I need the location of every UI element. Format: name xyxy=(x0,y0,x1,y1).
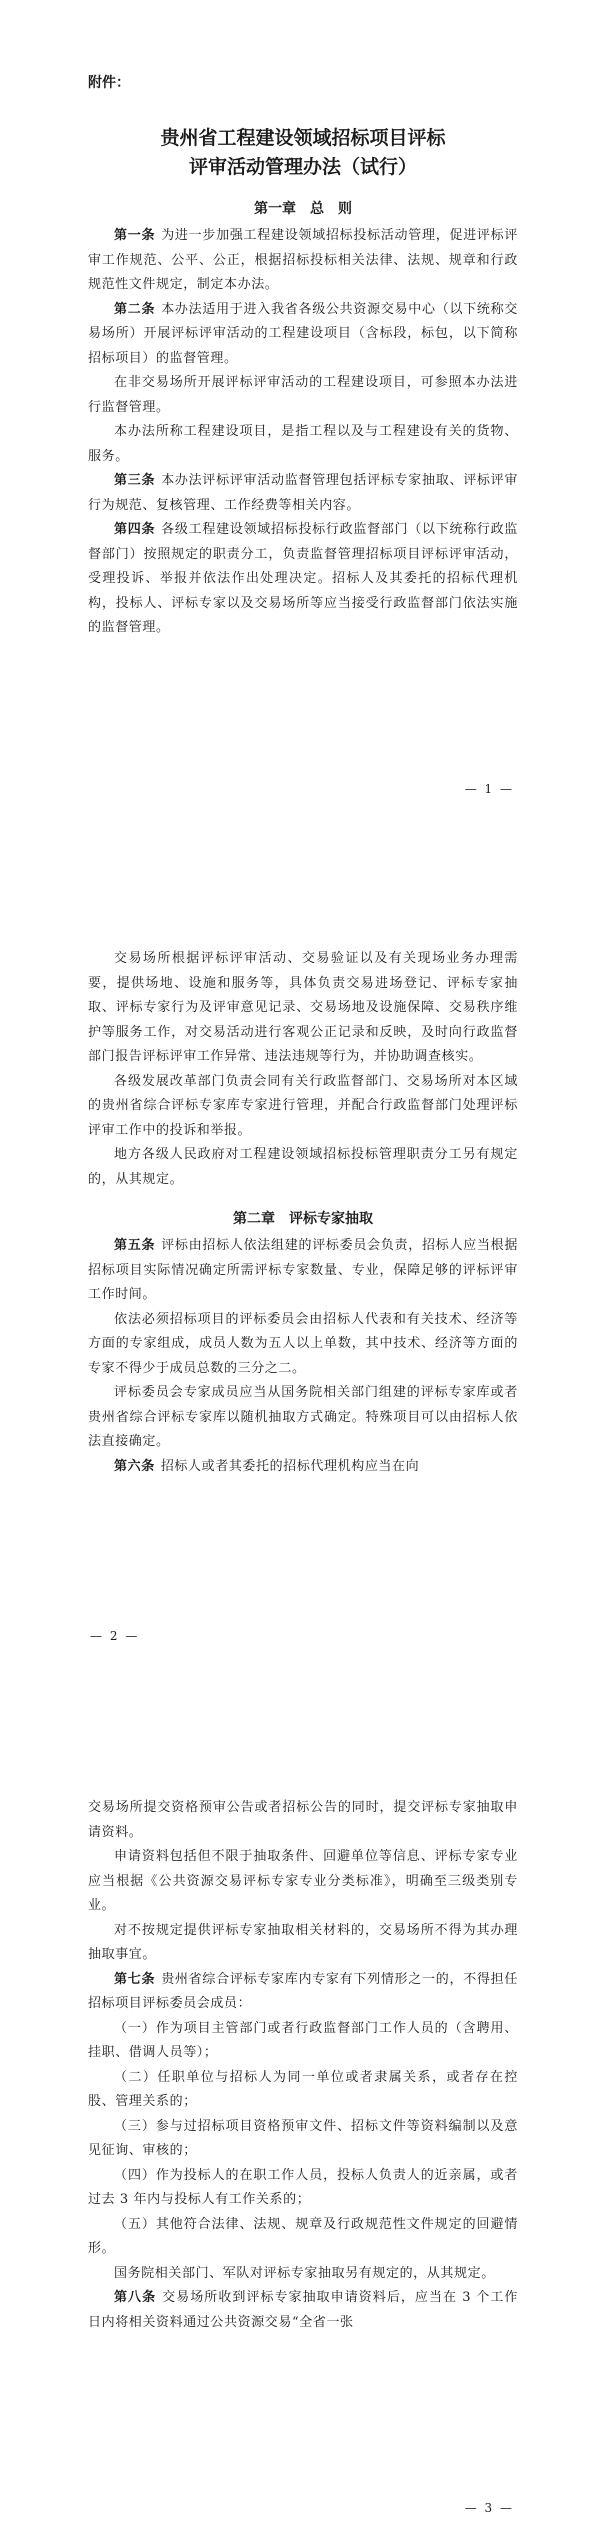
article-text: 本办法适用于进入我省各级公共资源交易中心（以下统称交易场所）开展评标评审活动的工程建设项目（含标段，标包，以下简称招标项目）的监督管理。 xyxy=(88,301,518,366)
article-4 xyxy=(88,518,518,641)
article-text: 为进一步加强工程建设领域招标投标活动管理，促进评标评审工作规范、公平、公正，根据招标投标相关法律、法规、规章和行政规范性文件规定，制定本办法。 xyxy=(88,228,518,292)
paragraph xyxy=(88,1143,518,1192)
chapter-heading-1: 第一章 总 则 xyxy=(254,201,352,217)
paragraph-text: 对不按规定提供评标专家抽取相关材料的，交易场所不得为其办理抽取事宜。 xyxy=(88,1922,518,1962)
article-lead: 第五条 xyxy=(114,1238,156,1253)
list-item xyxy=(88,2066,518,2115)
article-text: 交易场所收到评标专家抽取申请资料后，应当在 3 个工作日内将相关资料通过公共资源交易“全省一张 xyxy=(88,2290,518,2330)
page-number: — 1 — xyxy=(464,782,514,796)
paragraph xyxy=(88,1796,518,1845)
article-lead: 第七条 xyxy=(114,1971,156,1987)
title-line-2: 评审活动管理办法（试行） xyxy=(188,156,417,178)
list-item-text: （三）参与过招标项目资格预审文件、招标文件等资料编制以及意见征询、审核的； xyxy=(88,2118,518,2158)
paragraph-text: 申请资料包括但不限于抽取条件、回避单位等信息、评标专家专业应当根据《公共资源交易评标专家专业分类标准》，明确至三级类别专业。 xyxy=(88,1849,518,1913)
article-text: 各级工程建设领域招标投标行政监督部门（以下统称行政监督部门）按照规定的职责分工，负责监督管理招标项目评标评审活动，受理投诉、举报并依法作出处理决定。招标人及其委托的招标代理机构，投标人、评标专家以及交易场所等应当接受行政监督部门依法实施的监督管理。 xyxy=(88,522,518,635)
article-3 xyxy=(88,469,518,518)
article-1 xyxy=(88,224,518,298)
list-item xyxy=(88,2213,518,2262)
list-item xyxy=(88,2017,518,2066)
paragraph-text: 依法必须招标项目的评标委员会由招标人代表和有关技术、经济等方面的专家组成，成员人数为五人以上单数，其中技术、经济等方面的专家不得少于成员总数的三分之二。 xyxy=(88,1311,518,1376)
paragraph-text: 评标委员会专家成员应当从国务院相关部门组建的评标专家库或者贵州省综合评标专家库以随机抽取方式确定。特殊项目可以由招标人依法直接确定。 xyxy=(88,1385,518,1449)
article-text: 评标由招标人依法组建的评标委员会负责，招标人应当根据招标项目实际情况确定所需评标专家数量、专业，保障足够的评标评审工作时间。 xyxy=(88,1238,518,1302)
page-1 xyxy=(0,0,600,849)
list-item-text: （一）作为项目主管部门或者行政监督部门工作人员的（含聘用、挂职、借调人员等）； xyxy=(88,2020,518,2060)
paragraph-text: 交易场所提交资格预审公告或者招标公告的同时，提交评标专家抽取申请资料。 xyxy=(88,1800,518,1840)
article-6 xyxy=(88,1455,518,1480)
paragraph xyxy=(88,1070,518,1144)
paragraph-text: 交易场所根据评标评审活动、交易验证以及有关现场业务办理需要，提供场地、设施和服务等，具体负责交易进场登记、评标专家抽取、评标专家行为及评审意见记录、交易场地及设施保障、交易秩序维护等服务工作，对交易活动进行客观公正记录和反映，及时向行政监督部门报告评标评审工作异常、违法违规等行为，并协助调查核实。 xyxy=(88,951,518,1064)
paragraph xyxy=(88,947,518,1070)
paragraph xyxy=(88,1308,518,1382)
chapter-heading-2: 第二章 评标专家抽取 xyxy=(233,1211,373,1227)
paragraph-text: 本办法所称工程建设项目，是指工程以及与工程建设有关的货物、服务。 xyxy=(88,424,518,464)
article-text: 招标人或者其委托的招标代理机构应当在向 xyxy=(160,1458,420,1474)
page-1-content xyxy=(88,70,518,641)
article-lead: 第三条 xyxy=(114,473,156,488)
page-number: — 3 — xyxy=(464,2501,514,2515)
page-2 xyxy=(0,849,600,1698)
article-text: 贵州省综合评标专家库内专家有下列情形之一的，不得担任招标项目评标委员会成员： xyxy=(88,1971,518,2011)
article-8 xyxy=(88,2286,518,2335)
paragraph xyxy=(88,1845,518,1919)
article-7 xyxy=(88,1968,518,2017)
list-item-text: （五）其他符合法律、法规、规章及行政规范性文件规定的回避情形。 xyxy=(88,2216,518,2256)
article-5 xyxy=(88,1234,518,1308)
list-item-text: （二）任职单位与招标人为同一单位或者隶属关系，或者存在控股、管理关系的； xyxy=(88,2069,518,2109)
article-lead: 第一条 xyxy=(114,228,156,243)
page-3-content xyxy=(88,1796,518,2335)
paragraph xyxy=(88,1919,518,1968)
article-text: 本办法评标评审活动监督管理包括评标专家抽取、评标评审行为规范、复核管理、工作经费等相关内容。 xyxy=(88,473,518,513)
article-lead: 第八条 xyxy=(114,2290,157,2305)
page-3 xyxy=(0,1698,600,2546)
article-lead: 第四条 xyxy=(114,522,156,537)
list-item xyxy=(88,2115,518,2164)
article-lead: 第二条 xyxy=(114,301,156,317)
title-line-1: 贵州省工程建设领域招标项目评标 xyxy=(160,127,446,149)
document-title xyxy=(88,124,518,182)
paragraph xyxy=(88,420,518,469)
paragraph-text: 各级发展改革部门负责会同有关行政监督部门、交易场所对本区域的贵州省综合评标专家库专家进行管理，并配合行政监督部门处理评标评审工作中的投诉和举报。 xyxy=(88,1073,518,1138)
article-lead: 第六条 xyxy=(114,1458,155,1474)
article-2 xyxy=(88,298,518,372)
attachment-label: 附件： xyxy=(88,75,130,91)
page-number: — 2 — xyxy=(90,1629,140,1643)
paragraph xyxy=(88,2262,518,2287)
paragraph-text: 在非交易场所开展评标评审活动的工程建设项目，可参照本办法进行监督管理。 xyxy=(88,375,518,415)
paragraph xyxy=(88,371,518,420)
list-item xyxy=(88,2164,518,2213)
page-2-content xyxy=(88,947,518,1479)
paragraph-text: 国务院相关部门、军队对评标专家抽取另有规定的，从其规定。 xyxy=(114,2265,495,2281)
paragraph-text: 地方各级人民政府对工程建设领域招标投标管理职责分工另有规定的，从其规定。 xyxy=(88,1147,518,1187)
list-item-text: （四）作为投标人的在职工作人员，投标人负责人的近亲属，或者过去 3 年内与投标人有工作关系的； xyxy=(88,2167,518,2207)
paragraph xyxy=(88,1381,518,1455)
